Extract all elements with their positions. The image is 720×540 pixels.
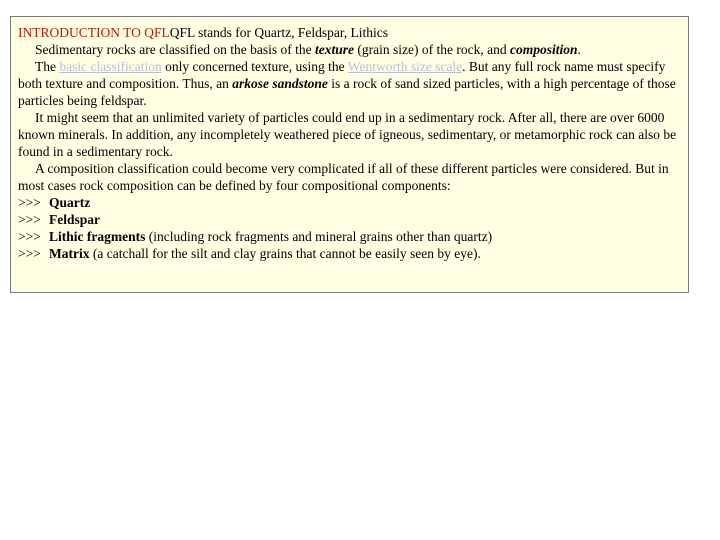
qfl-text-box [10, 16, 689, 293]
heading-line [18, 24, 681, 41]
component-desc: (including rock fragments and mineral grains other than quartz) [145, 229, 493, 244]
list-marker: >>> [18, 229, 41, 244]
list-item [18, 211, 681, 228]
component-desc: (a catchall for the silt and clay grains that cannot be easily seen by eye). [89, 246, 481, 261]
paragraph-particle-variety: It might seem that an unlimited variety of particles could end up in a sedimentary rock. After all, there are over 6000 known minerals. In addition, any incompletely weathered piece of igneous, sedimentary, or metamorphic rock can also be found in a sedimentary rock. [18, 110, 677, 159]
component-name: Feldspar [49, 212, 101, 227]
composition-term: composition [509, 42, 578, 57]
texture-term: texture [315, 42, 355, 57]
list-item [18, 245, 681, 262]
list-item [18, 194, 681, 211]
page-title: INTRODUCTION TO QFL [18, 25, 170, 40]
basic-classification-link[interactable]: basic classification [59, 59, 162, 74]
title-suffix: QFL stands for Quartz, Feldspar, Lithics [169, 25, 389, 40]
component-name: Matrix [49, 246, 90, 261]
list-marker: >>> [18, 246, 41, 261]
p2-before: The [35, 59, 60, 74]
p1-middle: (grain size) of the rock, and [354, 42, 510, 57]
p2-after: . But any full rock name must specify both texture and composition. Thus, an [18, 59, 666, 91]
paragraph-classification [18, 58, 681, 109]
list-marker: >>> [18, 212, 41, 227]
p1-before: Sedimentary rocks are classified on the basis of the [35, 42, 316, 57]
arkose-term: arkose sandstone [232, 76, 328, 91]
component-name: Lithic fragments [49, 229, 146, 244]
p2-middle: only concerned texture, using the [161, 59, 348, 74]
wentworth-scale-link[interactable]: Wentworth size scale [347, 59, 463, 74]
component-name: Quartz [49, 195, 91, 210]
list-item [18, 228, 681, 245]
list-marker: >>> [18, 195, 41, 210]
p2-end: is a rock of sand sized particles, with a high percentage of those particles being feldspar. [18, 76, 676, 108]
p1-end: . [577, 42, 581, 57]
paragraph-composition-components: A composition classification could become very complicated if all of these different particles were considered. But in most cases rock composition can be defined by four compositional components: [18, 161, 669, 193]
paragraph-texture-composition [18, 41, 681, 58]
